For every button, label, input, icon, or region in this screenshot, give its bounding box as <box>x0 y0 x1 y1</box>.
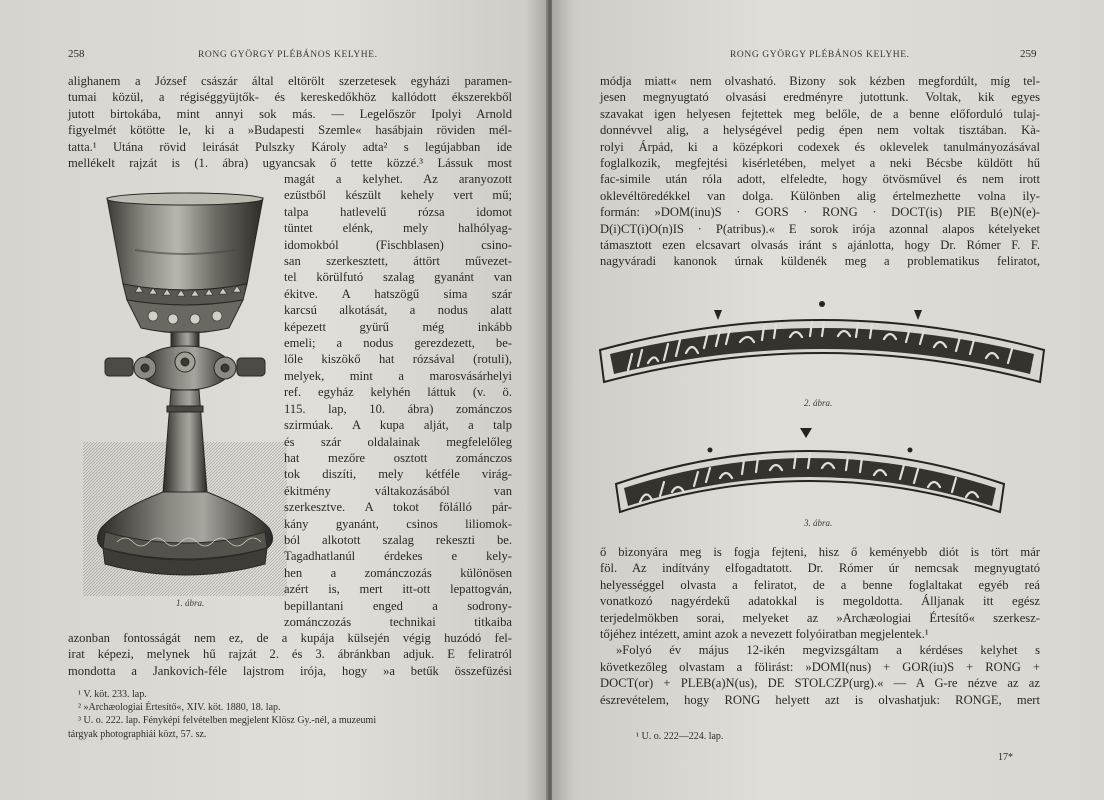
figure-3-inscription-band <box>610 420 1010 520</box>
text-line: lőle kiszökő hat rózsával (rotuli), <box>284 352 512 367</box>
right-bottom-paragraph <box>600 544 1040 708</box>
text-line: bepillantani enged a sodrony- <box>284 598 512 613</box>
text-line: ref. egyház kelyhén láttuk (v. ö. <box>284 385 512 400</box>
text-line: föl. Az indítvány elfogadtatott. Dr. Rómer úr nemcsak megnyugtató <box>600 561 1040 576</box>
text-line: »Folyó év május 12-ikén megvizsgáltam a kérdéses kelyhet s <box>616 643 1040 658</box>
left-bottom-paragraph <box>68 630 512 679</box>
text-line: tok diszíti, mely kétféle virág- <box>284 467 512 482</box>
text-line: formán: »DOM(inu)S · GORS · RONG · DOCT(is) PIE B(e)N(e)- <box>600 205 1040 220</box>
text-line: ezüstből készült kehely vert mű; <box>284 188 512 203</box>
footnote: ¹ U. o. 222—224. lap. <box>636 731 724 742</box>
right-footnotes <box>636 730 936 743</box>
left-page <box>0 0 548 800</box>
text-line: vonatkozó nagyérdekű adatokkal is megoldotta. Álljanak itt egész <box>600 594 1040 609</box>
text-line: oklevéltöredékkel van dolga. Különben alig értelmezhette volna ily- <box>600 188 1040 203</box>
text-line: D(i)CT(i)O(n)IS · P(atribus).« E sorok irója azonnal alapos kételyeket <box>600 221 1040 236</box>
text-line: tel körülfutó szalag gyanánt van <box>284 270 512 285</box>
text-line: hat mezőre osztott zománczos <box>284 450 512 465</box>
text-line: hen a zománczozás különösen <box>284 565 512 580</box>
text-line: emeli; a nodus gerezdezett, be- <box>284 336 512 351</box>
left-page-number: 258 <box>68 48 85 60</box>
right-top-paragraph <box>600 73 1040 270</box>
text-line: ékitmény váltakozásából van <box>284 483 512 498</box>
figure-1-caption: 1. ábra. <box>176 598 205 608</box>
text-line: donnévvel alig, a helységével pedig épen nem voltak tisztában. Kà- <box>600 123 1040 138</box>
text-line: nagyváradi kanonok úrnak küldenék meg a problematikus feliratot, <box>600 254 1040 269</box>
text-line: foglalkozik, megfejtési kisérletében, melyet a neki Bécsbe küldött hű <box>600 156 1040 171</box>
text-line: tőjéhez intézett, amint azok a nevezett folyóiratban megjelentek.¹ <box>600 627 929 642</box>
footnote: ² »Archæologiai Értesítő«, XIV. köt. 1880, 18. lap. <box>78 702 281 714</box>
text-line: szavakat igen helyesen fejtettek meg belőle, de a benne előforduló tulaj- <box>600 106 1040 121</box>
text-line: jutott birtokába, mint annyi sok más. — Legelőször Ipolyi Arnold <box>68 106 512 121</box>
text-line: Tagadhatlanúl érdekes e kely- <box>284 549 512 564</box>
text-line: észrevételem, hogy RONG helyett azt is olvashatjuk: RONGE, mert <box>600 692 1040 707</box>
figure-3-caption: 3. ábra. <box>804 518 833 528</box>
text-line: ból alkotott szalag rekeszti be. <box>284 532 512 547</box>
text-line: módja miatt« nem olvasható. Bizony sok kézben megfordúlt, míg tel- <box>600 74 1040 88</box>
text-line: helyességgel olvasta a feliratot, de a benne foglaltakat egyéb reá <box>600 577 1040 592</box>
text-line: karcsú alkotását, a nodus alatt <box>284 303 512 318</box>
text-line: talpa hatlevelű rózsa idomot <box>284 204 512 219</box>
footnote: ³ U. o. 222. lap. Fényképi felvételben megjelent Klösz Gy.-nél, a muzeumi <box>78 715 377 727</box>
text-line: kány gyanánt, csinos liliomok- <box>284 516 512 531</box>
text-line: ő bizonyára meg is fogja fejteni, hisz ő keményebb diót is tört már <box>600 545 1040 559</box>
text-line: jesen megnyugtató olvasási eredményre jutottunk. Voltak, kik egyes <box>600 90 1040 105</box>
text-line: szirmúak. A kupa alját, a talp <box>284 418 512 433</box>
text-line: szerkesztve. A tokot fölálló pár- <box>284 500 512 515</box>
inscription-band-2 <box>594 290 1050 400</box>
text-line: magát a kelyhet. Az aranyozott <box>284 172 512 186</box>
text-line: következőleg olvastam a fölirást: »DOMI(nus) + GOR(iu)S + RONG + <box>600 659 1040 674</box>
text-line: fac-simile után róla adott, elfeledte, hogy ötvösművel és nem irott <box>600 172 1040 187</box>
text-line: tüntet elénk, mely halhólyag- <box>284 221 512 236</box>
text-line: támasztott ezen elcsavart olvasás iránt s ajánlotta, hogy Dr. Rómer F. F. <box>600 238 1040 253</box>
text-line: azért is, mert itt-ott lepattogván, <box>284 582 512 597</box>
right-page-number: 259 <box>1020 48 1037 60</box>
text-line: és szár oldalainak megfelelőleg <box>284 434 512 449</box>
text-line: rolyi Árpád, ki a középkori codexek és oklevelek tanulmányozásával <box>600 139 1040 154</box>
signature-mark: 17* <box>998 752 1013 763</box>
text-line: irat képezi, melynek hű rajzát 2. és 3. ábránkban adjuk. E feliratról <box>68 647 512 662</box>
left-side-column <box>284 171 512 630</box>
text-line: tatta.¹ Utána rövid leirását Pulszky Károly adta² s legújabban ide <box>68 139 512 154</box>
left-top-paragraph <box>68 73 512 171</box>
text-line: tumai közül, a régiséggyüjtők- és kereskedőkhöz kallódott ékszerekből <box>68 90 512 105</box>
text-line: képezett gyürű még inkább <box>284 319 512 334</box>
text-line: melyek, mint a marosvásárhelyi <box>284 368 512 383</box>
text-line: san szerkesztett, áttört művezet- <box>284 254 512 269</box>
right-running-head: RONG GYÖRGY PLÉBÁNOS KELYHE. <box>730 50 910 60</box>
text-line: mellékelt rajzát is (1. ábra) ugyancsak ő tette közzé.³ Lássuk most <box>68 156 512 171</box>
text-line: azonban fontosságát nem ez, de a kupája külsején végig huzódó fel- <box>68 631 512 645</box>
figure-2-caption: 2. ábra. <box>804 398 833 408</box>
footnote: tárgyak photographiái közt, 57. sz. <box>68 728 207 740</box>
text-line: terjedelmökben sorai, melyeket az »Archæologiai Értesítő« szerkesz- <box>600 610 1040 625</box>
text-line: alighanem a József császár által eltörölt szerzetesek egyházi paramen- <box>68 74 512 88</box>
text-line: idomokból (Fischblasen) csino- <box>284 237 512 252</box>
text-line: mondotta a Jankovich-féle lajstrom irója, hogy »a betűk összefüzési <box>68 663 512 678</box>
text-line: DOCT(or) + PLEB(a)N(us), DE STOLCZP(urg).« — A G-re nézve az az <box>600 676 1040 691</box>
footnote: ¹ V. köt. 233. lap. <box>78 689 147 700</box>
inscription-band-3 <box>610 420 1010 516</box>
left-footnotes <box>68 688 518 741</box>
left-running-head: RONG GYÖRGY PLÉBÁNOS KELYHE. <box>198 50 378 60</box>
text-line: 115. lap, 10. ábra) zománczos <box>284 401 512 416</box>
text-line: zománczozás technikai titkaiba <box>284 614 512 629</box>
chalice-drawing <box>83 192 287 596</box>
chalice-illustration <box>83 192 287 596</box>
right-page <box>552 0 1104 800</box>
text-line: ékitve. A hatszögű sima szár <box>284 286 512 301</box>
text-line: figyelmét kötötte le, ki a »Budapesti Szemle« hasábjain röviden mél- <box>68 123 512 138</box>
figure-2-inscription-band <box>594 290 1050 404</box>
